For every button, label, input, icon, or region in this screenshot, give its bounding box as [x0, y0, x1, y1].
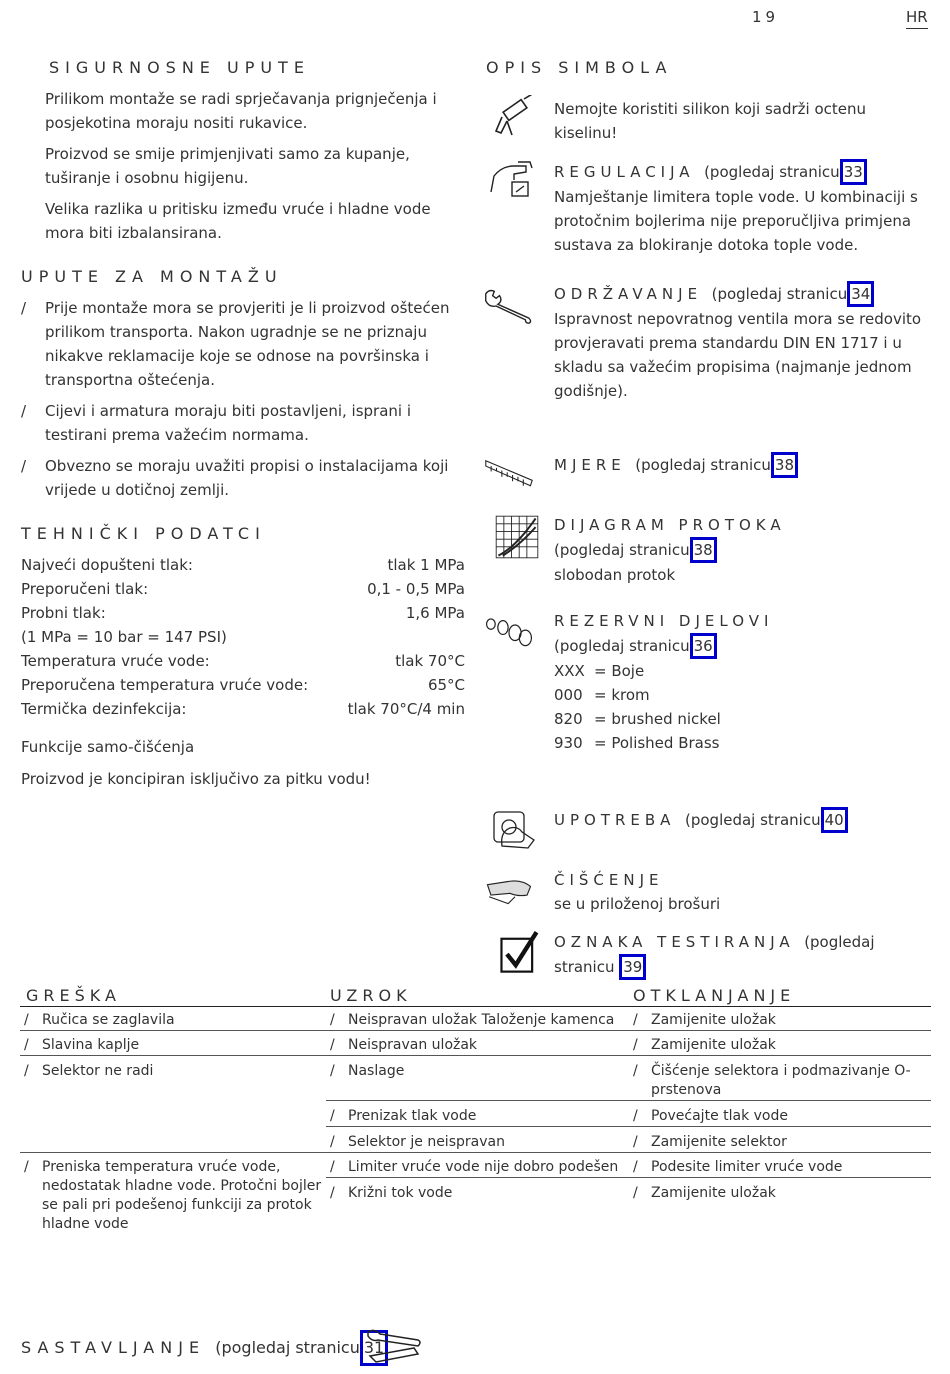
spec-row: [21, 577, 465, 601]
self-clean-text: Funkcije samo-čišćenja: [21, 738, 195, 756]
dimensions-title: MJERE: [554, 456, 626, 474]
fix-cell: / Zamijenite uložak: [629, 1036, 931, 1055]
cause-cell: / Prenizak tlak vode: [326, 1107, 629, 1126]
cause-cell: / Križni tok vode: [326, 1184, 629, 1203]
safety-title: SIGURNOSNE UPUTE: [49, 58, 310, 77]
page-link-31[interactable]: 31: [360, 1330, 388, 1366]
safety-paragraph: Velika razlika u pritisku između vruće i hladne vode mora biti izbalansirana.: [45, 200, 431, 242]
spare-title: REZERVNI DJELOVI: [554, 612, 774, 630]
spec-label: Temperatura vruće vode:: [21, 652, 210, 670]
page-link-38[interactable]: 38: [690, 537, 717, 563]
sub-rows: [326, 1062, 931, 1152]
silicone-gun-icon: [490, 95, 540, 141]
symbols-title: OPIS SIMBOLA: [486, 58, 673, 77]
spec-value: tlak 1 MPa: [387, 556, 465, 574]
cleaning-hand-icon: [484, 866, 534, 912]
assembly-notes-list: [21, 296, 465, 502]
cause-cell: / Naslage: [326, 1062, 629, 1100]
spec-row: [21, 649, 465, 673]
table-row: [20, 1158, 931, 1234]
spec-row: [21, 697, 465, 721]
assembly-footer: [21, 1330, 388, 1366]
dimensions-block: [554, 452, 934, 478]
cleaning-text: se u priloženoj brošuri: [554, 895, 721, 913]
silicone-text: Nemojte koristiti silikon koji sadrži octenu kiselinu!: [554, 100, 867, 142]
spare-block: [554, 609, 934, 755]
fix-cell: / Povećajte tlak vode: [629, 1107, 931, 1126]
see-page-label: (pogledaj stranicu: [215, 1338, 360, 1357]
maintenance-text: Ispravnost nepovratnog ventila mora se redovito provjeravati prema standardu DIN EN 1717 i u skladu sa važećim propisima (najmanje jednom godišnje).: [554, 310, 922, 400]
flow-diagram-icon: [492, 514, 542, 560]
list-item: / Obvezno se moraju uvažiti propisi o instalacijama koji vrijede u dotičnoj zemlji.: [21, 454, 465, 502]
fix-cell: / Podesite limiter vruće vode: [629, 1158, 931, 1177]
header-cause: UZROK: [330, 986, 412, 1005]
spec-value: tlak 70°C/4 min: [347, 700, 465, 718]
list-item: / Cijevi i armatura moraju biti postavljeni, isprani i testirani prema važećim normama.: [21, 399, 465, 447]
color-code: XXX: [554, 662, 585, 680]
spec-label: (1 MPa = 10 bar = 147 PSI): [21, 628, 227, 646]
checkbox-icon: [494, 930, 544, 976]
page-link-36[interactable]: 36: [690, 633, 717, 659]
list-item: / Prije montaže mora se provjeriti je li proizvod oštećen prilikom transporta. Nakon ugradnje se ne priznaju nikakve reklamacije koje se odnose na površinska i transportna oštećenja.: [21, 296, 465, 392]
cause-cell: / Selektor je neispravan: [326, 1133, 629, 1152]
spec-value: 0,1 - 0,5 MPa: [367, 580, 465, 598]
color-name: = Boje: [594, 662, 645, 680]
regulation-hand-icon: [488, 158, 538, 204]
fix-cell: / Zamijenite uložak: [629, 1184, 931, 1203]
sub-row: [326, 1101, 931, 1127]
usage-block: [554, 807, 934, 833]
fix-cell: / Zamijenite uložak: [629, 1011, 931, 1030]
page-link-40[interactable]: 40: [821, 807, 848, 833]
sub-row: [326, 1158, 931, 1178]
color-code: 930: [554, 734, 583, 752]
regulation-title: REGULACIJA: [554, 163, 695, 181]
see-page-label: (pogledaj: [804, 933, 875, 951]
color-row: [554, 683, 934, 707]
cleaning-title: ČIŠĆENJE: [554, 871, 664, 889]
assembly-title: SASTAVLJANJE: [21, 1338, 206, 1357]
cause-cell: / Neispravan uložak Taloženje kamenca: [326, 1011, 629, 1030]
spec-label: Probni tlak:: [21, 604, 106, 622]
page-link-33[interactable]: 33: [840, 159, 867, 185]
regulation-block: [554, 159, 934, 257]
page-number: 19: [752, 8, 780, 26]
usage-hand-icon: [488, 806, 538, 852]
spec-label: Preporučeni tlak:: [21, 580, 149, 598]
sub-rows: [326, 1158, 931, 1234]
safety-paragraph: Prilikom montaže se radi sprječavanja prignječenja i posjekotina moraju nositi rukavice.: [45, 90, 437, 132]
flow-title: DIJAGRAM PROTOKA: [554, 516, 786, 534]
usage-title: UPOTREBA: [554, 811, 676, 829]
spare-parts-icon: [484, 608, 534, 654]
page-link-39[interactable]: 39: [619, 954, 646, 980]
fix-cell: / Zamijenite selektor: [629, 1133, 931, 1152]
flow-text: slobodan protok: [554, 566, 676, 584]
cause-cell: / Neispravan uložak: [326, 1036, 629, 1055]
sub-row: [326, 1062, 931, 1101]
test-title: OZNAKA TESTIRANJA: [554, 933, 795, 951]
color-code: 820: [554, 710, 583, 728]
wrench-icon: [484, 283, 534, 329]
tech-title: TEHNIČKI PODATCI: [21, 524, 266, 543]
see-page-label: (pogledaj stranicu: [711, 285, 848, 303]
color-name: = Polished Brass: [594, 734, 720, 752]
error-cell: / Ručica se zaglavila: [20, 1011, 326, 1030]
spec-label: Najveći dopušteni tlak:: [21, 556, 193, 574]
see-page-label: (pogledaj stranicu: [554, 541, 690, 559]
page-link-34[interactable]: 34: [847, 281, 874, 307]
spec-value: 1,6 MPa: [405, 604, 465, 622]
table-row: [20, 1011, 931, 1031]
spec-label: Termička dezinfekcija:: [21, 700, 187, 718]
page-link-38[interactable]: 38: [771, 452, 798, 478]
ruler-icon: [484, 452, 534, 498]
table-row: [20, 1062, 931, 1153]
safety-text: [45, 87, 465, 245]
spec-value: tlak 70°C: [395, 652, 465, 670]
error-cell: / Selektor ne radi: [20, 1062, 326, 1152]
color-name: = brushed nickel: [594, 710, 721, 728]
language-code: HR: [906, 8, 928, 29]
header-fix: OTKLANJANJE: [633, 986, 796, 1005]
header-error: GREŠKA: [26, 986, 121, 1005]
maintenance-block: [554, 281, 934, 403]
drinking-water-note: Proizvod je koncipiran isključivo za pitku vodu!: [21, 770, 371, 788]
spec-label: Preporučena temperatura vruće vode:: [21, 676, 309, 694]
color-code: 000: [554, 686, 583, 704]
cause-cell: / Limiter vruće vode nije dobro podešen: [326, 1158, 629, 1177]
color-name: = krom: [594, 686, 650, 704]
error-cell: / Preniska temperatura vruće vode, nedostatak hladne vode. Protočni bojler se pali pri podešenoj funkciji za protok hladne vode: [20, 1158, 326, 1234]
fault-table: [20, 986, 931, 1234]
spec-row: [21, 553, 465, 577]
sub-row: [326, 1127, 931, 1152]
tools-icon: [364, 1326, 424, 1366]
spec-row: [21, 673, 465, 697]
assembly-notes-title: UPUTE ZA MONTAŽU: [21, 267, 283, 286]
spec-row: [21, 601, 465, 625]
color-row: [554, 707, 934, 731]
see-page-label: (pogledaj stranicu: [635, 456, 771, 474]
safety-paragraph: Proizvod se smije primjenjivati samo za kupanje, tuširanje i osobnu higijenu.: [45, 145, 410, 187]
table-header: [20, 986, 931, 1007]
tech-specs: [21, 553, 465, 791]
table-row: [20, 1036, 931, 1056]
regulation-text: Namještanje limitera tople vode. U kombinaciji s protočnim bojlerima nije preporučljiva primjena sustava za blokiranje dotoka tople vode.: [554, 188, 918, 254]
see-page-label: (pogledaj stranicu: [704, 163, 840, 181]
see-page-label: stranicu: [554, 958, 615, 976]
fix-cell: / Čišćenje selektora i podmazivanje O-prstenova: [629, 1062, 931, 1100]
color-row: [554, 659, 934, 683]
maintenance-title: ODRŽAVANJE: [554, 285, 703, 303]
cleaning-block: [554, 868, 934, 916]
spec-value: 65°C: [427, 676, 465, 694]
color-row: [554, 731, 934, 755]
flow-block: [554, 513, 934, 587]
see-page-label: (pogledaj stranicu: [554, 637, 690, 655]
sub-row: [326, 1178, 931, 1203]
test-block: [554, 930, 934, 980]
see-page-label: (pogledaj stranicu: [685, 811, 821, 829]
error-cell: / Slavina kaplje: [20, 1036, 326, 1055]
spec-row: [21, 625, 465, 649]
